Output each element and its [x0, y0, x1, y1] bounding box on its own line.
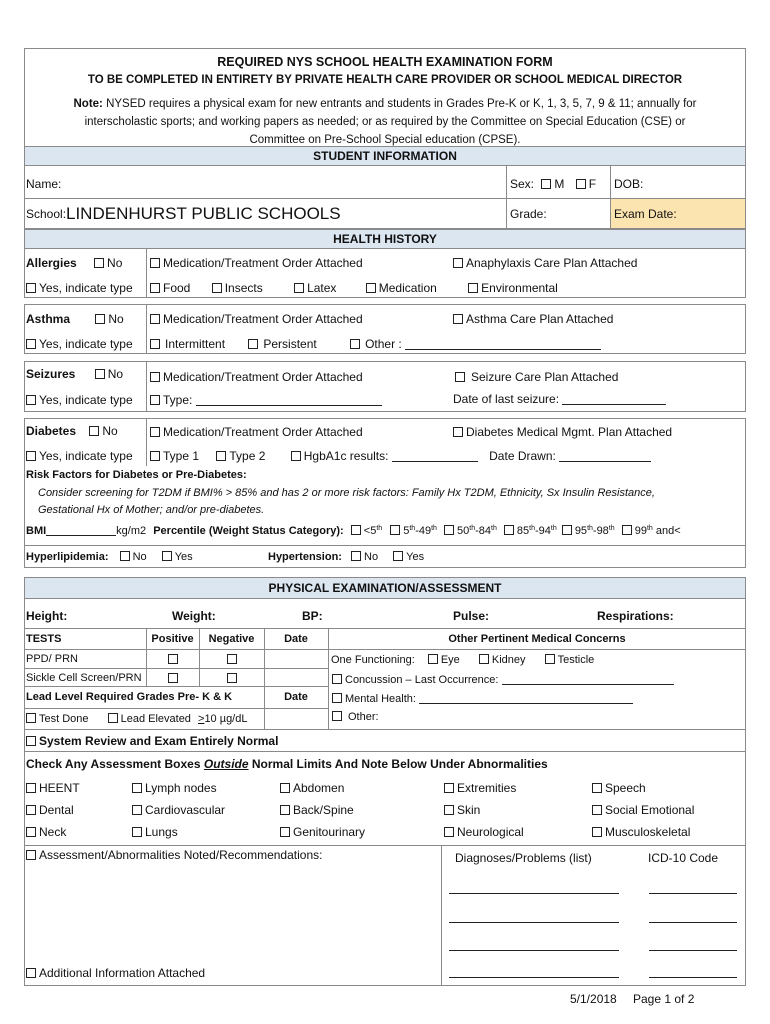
bmi-row: [26, 524, 681, 537]
abnormalities-checkbox[interactable]: [26, 850, 36, 860]
dob-label: DOB:: [614, 177, 644, 191]
school-label: School:: [26, 207, 67, 221]
seizures-label: Seizures: [26, 367, 76, 381]
lungs-checkbox[interactable]: [132, 827, 142, 837]
diabetes-yes: [26, 449, 133, 463]
exam-other-row: [332, 711, 379, 723]
lead-elevated-checkbox[interactable]: [108, 713, 118, 723]
hypertension-no-checkbox[interactable]: [351, 551, 361, 561]
allergies-med-order: [150, 256, 363, 270]
lymph-nodes-label: Lymph nodes: [145, 781, 217, 795]
lungs-label: Lungs: [145, 825, 178, 839]
extremities-checkbox[interactable]: [444, 783, 454, 793]
diagnosis-line[interactable]: [449, 950, 619, 951]
sex-f-checkbox[interactable]: [576, 179, 586, 189]
seizure-type: [150, 393, 382, 407]
asthma-yes: [26, 337, 133, 351]
allergies-yes-checkbox[interactable]: [26, 283, 36, 293]
asthma-plan-label: Asthma Care Plan Attached: [466, 312, 614, 326]
note-line-2: interscholastic sports; and working papers as needed; or as required by the Committee on Special Education (CSE) or: [84, 116, 686, 128]
assessment-genitourinary: [280, 825, 365, 839]
skin-label: Skin: [457, 803, 481, 817]
health-history-header: HEALTH HISTORY: [24, 229, 746, 249]
dental-label: Dental: [39, 803, 74, 817]
sex-m-checkbox[interactable]: [541, 179, 551, 189]
dental-checkbox[interactable]: [26, 805, 36, 815]
icd-code-line[interactable]: [649, 977, 737, 978]
last-seizure-field[interactable]: [562, 393, 666, 405]
footer-date: 5/1/2018: [570, 992, 617, 1006]
mental-health-field[interactable]: [419, 692, 633, 704]
asthma-yes-label: Yes, indicate type: [39, 337, 133, 351]
kidney-checkbox[interactable]: [479, 654, 489, 664]
medication-label: Medication: [378, 281, 437, 295]
back-spine-label: Back/Spine: [293, 803, 354, 817]
system-review-row: [26, 734, 278, 748]
assessment-neurological: [444, 825, 524, 839]
genitourinary-checkbox[interactable]: [280, 827, 290, 837]
hyperlipidemia-yes-label: Yes: [174, 551, 193, 563]
bmi-field[interactable]: [46, 524, 116, 536]
pct-lt5-checkbox[interactable]: [351, 525, 361, 535]
seizures-yes-checkbox[interactable]: [26, 395, 36, 405]
type1-label: Type 1: [163, 449, 200, 463]
eye-checkbox[interactable]: [428, 654, 438, 664]
sickle-negative-checkbox[interactable]: [227, 673, 237, 683]
latex-checkbox[interactable]: [294, 283, 304, 293]
back-spine-checkbox[interactable]: [280, 805, 290, 815]
heent-checkbox[interactable]: [26, 783, 36, 793]
asthma-med-order-checkbox[interactable]: [150, 314, 160, 324]
assessment-dental: [26, 803, 74, 817]
sex-m-label: M: [554, 177, 565, 191]
eye-label: Eye: [440, 654, 460, 666]
asthma-med-order: [150, 312, 363, 326]
lead-date-header: Date: [284, 691, 308, 703]
allergies-yes: [26, 281, 133, 295]
ppd-label: PPD/ PRN: [26, 653, 78, 665]
assessment-neck: [26, 825, 66, 839]
diabetes-plan-checkbox[interactable]: [453, 427, 463, 437]
abdomen-checkbox[interactable]: [280, 783, 290, 793]
seizure-type-field[interactable]: [196, 394, 382, 406]
seizures-yes: [26, 393, 133, 407]
note-line-3: Committee on Pre-School Special education (CPSE).: [249, 134, 521, 146]
assessment-abdomen: [280, 781, 344, 795]
asthma-no-label: No: [108, 312, 124, 326]
footer-page: Page 1 of 2: [633, 992, 695, 1006]
hyperlipidemia-no-label: No: [132, 551, 147, 563]
seizures-med-order-checkbox[interactable]: [150, 372, 160, 382]
anaphylaxis-checkbox[interactable]: [453, 258, 463, 268]
persistent-checkbox[interactable]: [248, 339, 258, 349]
allergies-med-order-label: Medication/Treatment Order Attached: [163, 256, 363, 270]
diabetes-plan: [453, 425, 672, 439]
extremities-label: Extremities: [457, 781, 517, 795]
icd-header: ICD-10 Code: [648, 851, 719, 865]
social-emotional-checkbox[interactable]: [592, 805, 602, 815]
concussion-row: [332, 673, 674, 686]
assessment-back-spine: [280, 803, 354, 817]
sickle-label: Sickle Cell Screen/PRN: [26, 672, 142, 684]
seizures-yes-label: Yes, indicate type: [39, 393, 133, 407]
anaphylaxis-plan: [453, 256, 637, 270]
cardiovascular-label: Cardiovascular: [145, 803, 226, 817]
seizure-plan: [455, 370, 618, 384]
school-value[interactable]: LINDENHURST PUBLIC SCHOOLS: [66, 204, 341, 223]
skin-checkbox[interactable]: [444, 805, 454, 815]
system-review-label: System Review and Exam Entirely Normal: [39, 734, 279, 748]
insects-checkbox[interactable]: [212, 283, 222, 293]
musculoskeletal-label: Musculoskeletal: [605, 825, 691, 839]
type2-label: Type 2: [229, 449, 266, 463]
type2-checkbox[interactable]: [216, 451, 226, 461]
assessment-musculoskeletal: [592, 825, 690, 839]
latex-label: Latex: [307, 281, 337, 295]
asthma-label: Asthma: [26, 312, 71, 326]
diagnosis-line[interactable]: [449, 977, 619, 978]
seizures-row: [26, 367, 123, 381]
pct-99-label: 99th and<: [634, 525, 681, 537]
environmental-label: Environmental: [481, 281, 558, 295]
social-emotional-label: Social Emotional: [605, 803, 695, 817]
hyperlipidemia-row: [26, 551, 193, 563]
medication-checkbox[interactable]: [366, 283, 376, 293]
asthma-other-field[interactable]: [405, 338, 601, 350]
allergies-no-checkbox[interactable]: [94, 258, 104, 268]
other-concerns-header: Other Pertinent Medical Concerns: [448, 633, 626, 645]
speech-checkbox[interactable]: [592, 783, 602, 793]
pct-lt5-label: <5th: [363, 525, 383, 537]
additional-info-checkbox[interactable]: [26, 968, 36, 978]
mental-health-label: Mental Health:: [345, 693, 416, 705]
bmi-label: BMI: [26, 525, 47, 537]
diagnoses-header: Diagnoses/Problems (list): [455, 851, 592, 865]
risk-factors-line-2: Gestational Hx of Mother; and/or pre-diabetes.: [38, 504, 265, 516]
icd-code-line[interactable]: [649, 893, 737, 894]
diabetes-types: [150, 449, 651, 463]
testicle-label: Testicle: [557, 654, 595, 666]
check-boxes-instruction: [26, 757, 548, 771]
hyperlipidemia-yes-checkbox[interactable]: [162, 551, 172, 561]
hypertension-no-label: No: [364, 551, 379, 563]
persistent-label: Persistent: [263, 337, 317, 351]
diabetes-med-order-label: Medication/Treatment Order Attached: [163, 425, 363, 439]
kidney-label: Kidney: [491, 654, 526, 666]
neck-label: Neck: [39, 825, 67, 839]
seizure-type-checkbox[interactable]: [150, 395, 160, 405]
assessment-extremities: [444, 781, 516, 795]
additional-info-label: Additional Information Attached: [39, 966, 206, 980]
genitourinary-label: Genitourinary: [293, 825, 366, 839]
abdomen-label: Abdomen: [293, 781, 345, 795]
risk-factors-title: Risk Factors for Diabetes or Pre-Diabetes:: [26, 469, 247, 481]
asthma-plan-checkbox[interactable]: [453, 314, 463, 324]
ppd-positive-checkbox[interactable]: [168, 654, 178, 664]
exam-other-label: Other:: [348, 711, 379, 723]
concussion-checkbox[interactable]: [332, 674, 342, 684]
hgba1c-label: HgbA1c results:: [303, 449, 389, 463]
last-seizure: [453, 392, 666, 406]
pct-50-84-label: 50th-84th: [457, 525, 497, 537]
food-checkbox[interactable]: [150, 283, 160, 293]
check-outside: Outside: [203, 757, 249, 771]
mental-health-row: [332, 692, 633, 705]
lead-value: 10 µg/dL: [204, 713, 248, 725]
pct-5-49-checkbox[interactable]: [390, 525, 400, 535]
lead-elevated-label: Lead Elevated: [120, 713, 191, 725]
hypertension-label: Hypertension:: [268, 551, 342, 563]
ppd-negative-checkbox[interactable]: [227, 654, 237, 664]
height-label: Height:: [26, 609, 68, 623]
seizures-med-order: [150, 370, 363, 384]
seizures-no-checkbox[interactable]: [95, 369, 105, 379]
asthma-other-label: Other :: [365, 337, 402, 351]
allergies-label: Allergies: [26, 256, 77, 270]
assessment-social-emotional: [592, 803, 694, 817]
sex-f-label: F: [588, 177, 597, 191]
system-review-checkbox[interactable]: [26, 736, 36, 746]
diabetes-plan-label: Diabetes Medical Mgmt. Plan Attached: [466, 425, 673, 439]
exam-other-checkbox[interactable]: [332, 711, 342, 721]
neurological-checkbox[interactable]: [444, 827, 454, 837]
risk-factors-line-1: Consider screening for T2DM if BMI% > 85% and has 2 or more risk factors: Family Hx T2DM, Ethnicity, Sx Insulin Resistance,: [38, 487, 655, 499]
neurological-label: Neurological: [457, 825, 524, 839]
sex-field: [510, 177, 596, 191]
note-line-1: NYSED requires a physical exam for new entrants and students in Grades Pre-K or K, 1, 3, 5, 7, 9 & 11; annually for: [106, 98, 697, 110]
cardiovascular-checkbox[interactable]: [132, 805, 142, 815]
respirations-label: Respirations:: [597, 609, 674, 623]
form-subtitle: TO BE COMPLETED IN ENTIRETY BY PRIVATE HEALTH CARE PROVIDER OR SCHOOL MEDICAL DIRECTOR: [87, 74, 683, 86]
intermittent-checkbox[interactable]: [150, 339, 160, 349]
mental-health-checkbox[interactable]: [332, 693, 342, 703]
anaphylaxis-label: Anaphylaxis Care Plan Attached: [466, 256, 638, 270]
date-header: Date: [284, 633, 308, 645]
pct-95-98-checkbox[interactable]: [562, 525, 572, 535]
asthma-row: [26, 312, 124, 326]
test-done-checkbox[interactable]: [26, 713, 36, 723]
musculoskeletal-checkbox[interactable]: [592, 827, 602, 837]
seizure-plan-checkbox[interactable]: [455, 372, 465, 382]
hyperlipidemia-no-checkbox[interactable]: [120, 551, 130, 561]
abnormalities-row: [26, 848, 322, 862]
form-note: [24, 95, 746, 149]
seizures-med-order-label: Medication/Treatment Order Attached: [163, 370, 363, 384]
name-label: Name:: [26, 177, 62, 191]
pct-50-84-checkbox[interactable]: [444, 525, 454, 535]
seizures-no-label: No: [107, 367, 124, 381]
diabetes-no-label: No: [102, 424, 118, 438]
sickle-positive-checkbox[interactable]: [168, 673, 178, 683]
note-label: Note:: [73, 98, 103, 110]
hypertension-yes-checkbox[interactable]: [393, 551, 403, 561]
diabetes-yes-label: Yes, indicate type: [39, 449, 133, 463]
icd-code-line[interactable]: [649, 950, 737, 951]
physical-exam-header: PHYSICAL EXAMINATION/ASSESSMENT: [24, 577, 746, 599]
date-drawn-label: Date Drawn:: [489, 449, 556, 463]
pct-95-98-label: 95th-98th: [574, 525, 615, 537]
date-drawn-field[interactable]: [559, 450, 651, 462]
environmental-checkbox[interactable]: [468, 283, 478, 293]
diabetes-label: Diabetes: [26, 424, 77, 438]
hgba1c-field[interactable]: [392, 450, 478, 462]
asthma-med-order-label: Medication/Treatment Order Attached: [163, 312, 363, 326]
asthma-other-checkbox[interactable]: [350, 339, 360, 349]
lead-label: Lead Level Required Grades Pre- K & K: [26, 691, 233, 703]
type1-checkbox[interactable]: [150, 451, 160, 461]
insects-label: Insects: [224, 281, 263, 295]
negative-header: Negative: [208, 633, 255, 645]
assessment-skin: [444, 803, 480, 817]
diabetes-no-checkbox[interactable]: [89, 426, 99, 436]
asthma-yes-checkbox[interactable]: [26, 339, 36, 349]
sex-label: Sex:: [510, 177, 535, 191]
last-seizure-label: Date of last seizure:: [453, 392, 560, 406]
pct-5-49-label: 5th-49th: [403, 525, 437, 537]
test-done-label: Test Done: [39, 713, 89, 725]
assessment-lungs: [132, 825, 178, 839]
intermittent-label: Intermittent: [165, 337, 226, 351]
additional-info-row: [26, 966, 205, 980]
concussion-label: Concussion – Last Occurrence:: [345, 674, 499, 686]
exam-date-label: Exam Date:: [614, 207, 677, 221]
seizure-plan-label: Seizure Care Plan Attached: [471, 370, 619, 384]
hyperlipidemia-label: Hyperlipidemia:: [26, 551, 109, 563]
abnormalities-label: Assessment/Abnormalities Noted/Recommendations:: [39, 848, 323, 862]
allergies-row: [26, 256, 122, 270]
bp-label: BP:: [302, 609, 323, 623]
asthma-plan: [453, 312, 613, 326]
form-title: REQUIRED NYS SCHOOL HEALTH EXAMINATION FORM: [217, 55, 553, 69]
grade-label: Grade:: [510, 207, 547, 221]
lead-ge-symbol: >: [198, 713, 205, 725]
hgba1c-checkbox[interactable]: [291, 451, 301, 461]
student-info-header: STUDENT INFORMATION: [24, 146, 746, 166]
assessment-heent: [26, 781, 80, 795]
allergies-med-order-checkbox[interactable]: [150, 258, 160, 268]
neck-checkbox[interactable]: [26, 827, 36, 837]
heent-label: HEENT: [39, 781, 80, 795]
hypertension-yes-label: Yes: [406, 551, 425, 563]
assessment-speech: [592, 781, 646, 795]
testicle-checkbox[interactable]: [545, 654, 555, 664]
tests-header: TESTS: [26, 633, 62, 645]
hypertension-row: [268, 551, 424, 563]
assessment-cardiovascular: [132, 803, 225, 817]
diabetes-med-order: [150, 425, 363, 439]
positive-header: Positive: [151, 633, 194, 645]
bmi-unit: kg/m2: [116, 525, 147, 537]
food-label: Food: [163, 281, 191, 295]
icd-code-line[interactable]: [649, 922, 737, 923]
allergies-yes-label: Yes, indicate type: [39, 281, 133, 295]
check-suffix: Normal Limits And Note Below Under Abnormalities: [248, 757, 548, 771]
percentile-label: Percentile (Weight Status Category):: [153, 525, 344, 537]
lead-test-row: [26, 713, 247, 725]
diabetes-med-order-checkbox[interactable]: [150, 427, 160, 437]
seizure-type-label: Type:: [163, 393, 193, 407]
asthma-no-checkbox[interactable]: [95, 314, 105, 324]
weight-label: Weight:: [172, 609, 216, 623]
pct-85-94-checkbox[interactable]: [504, 525, 514, 535]
diagnosis-line[interactable]: [449, 893, 619, 894]
speech-label: Speech: [605, 781, 646, 795]
diabetes-row: [26, 424, 118, 438]
pulse-label: Pulse:: [453, 609, 490, 623]
diagnosis-line[interactable]: [449, 922, 619, 923]
lymph-nodes-checkbox[interactable]: [132, 783, 142, 793]
allergies-no-label: No: [107, 256, 123, 270]
allergy-types: [150, 281, 558, 295]
assessment-lymph-nodes: [132, 781, 217, 795]
one-functioning-row: [331, 654, 594, 666]
one-functioning-label: One Functioning:: [331, 654, 415, 666]
pct-85-94-label: 85th-94th: [516, 525, 557, 537]
diabetes-yes-checkbox[interactable]: [26, 451, 36, 461]
concussion-field[interactable]: [502, 673, 674, 685]
check-prefix: Check Any Assessment Boxes: [26, 757, 204, 771]
pct-99-checkbox[interactable]: [622, 525, 632, 535]
asthma-types: [150, 337, 601, 351]
